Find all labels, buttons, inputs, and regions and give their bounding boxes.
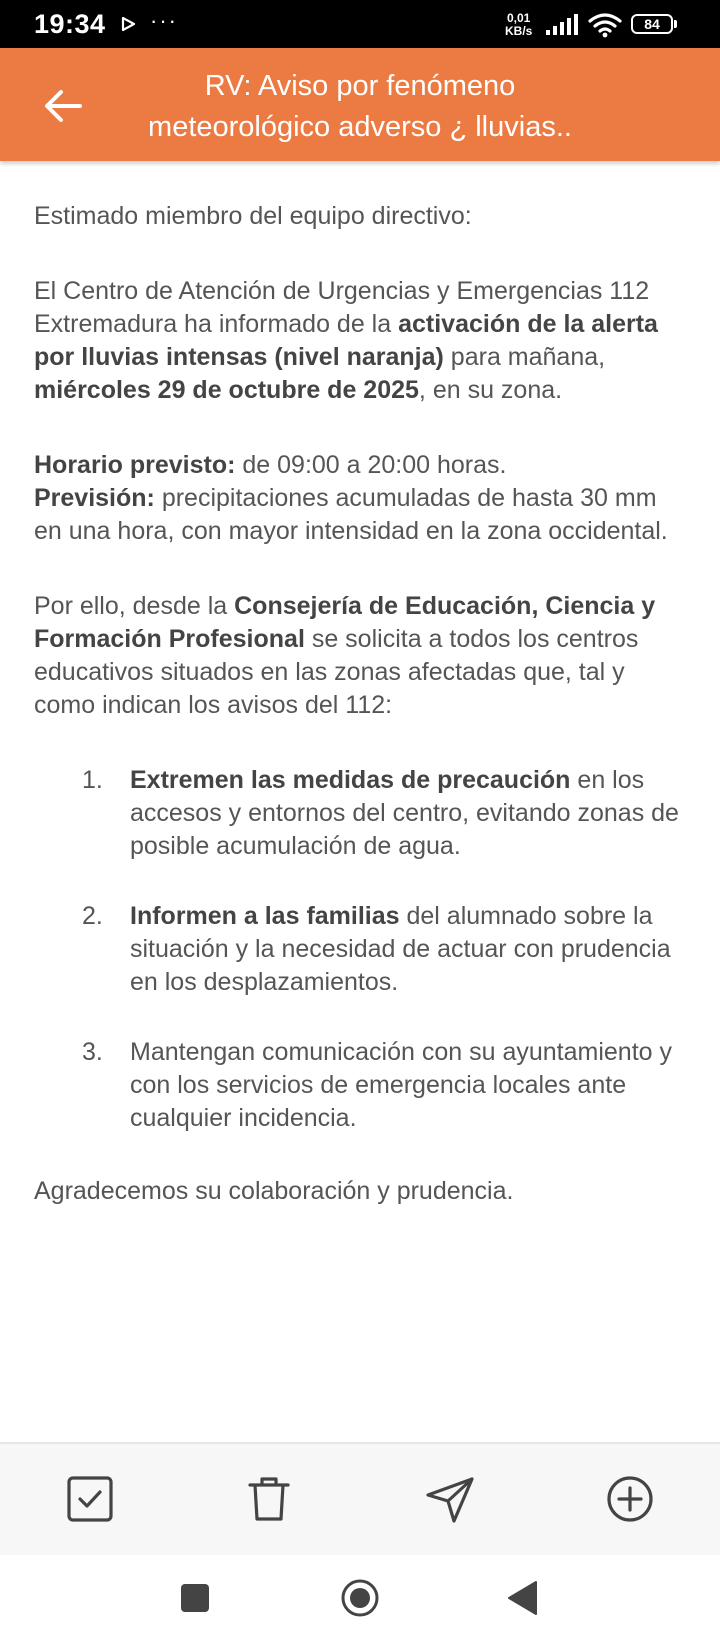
battery-icon: 84 xyxy=(631,14,673,34)
system-nav-bar xyxy=(0,1555,720,1650)
speed-unit: KB/s xyxy=(505,24,533,38)
intro-paragraph xyxy=(34,275,690,407)
home-button[interactable] xyxy=(340,1578,380,1618)
play-icon xyxy=(120,16,136,32)
app-header xyxy=(0,48,720,161)
forecast-label: Previsión: xyxy=(34,484,155,512)
request-ministry-bold: Consejería de Educación, Ciencia y Formación Profesional xyxy=(34,592,656,653)
list-item-text: en los accesos y entornos del centro, evitando zonas de posible acumulación de agua. xyxy=(130,766,679,860)
list-number: 1. xyxy=(82,766,103,794)
list-item-bold: Informen a las familias xyxy=(130,902,400,930)
message-subject: RV: Aviso por fenómeno meteorológico adverso ¿ lluvias.. xyxy=(148,70,572,143)
measures-list xyxy=(34,764,690,1135)
status-bar xyxy=(0,0,720,48)
closing-paragraph: Agradecemos su colaboración y prudencia. xyxy=(34,1177,514,1205)
greeting: Estimado miembro del equipo directivo: xyxy=(34,202,472,230)
signal-icon xyxy=(545,14,579,36)
forecast-value: precipitaciones acumuladas de hasta 30 mm en una hora, con mayor intensidad en la zona occidental. xyxy=(34,484,668,545)
checkbox-icon[interactable] xyxy=(64,1473,116,1525)
message-action-bar xyxy=(0,1442,720,1557)
list-item xyxy=(34,764,690,863)
list-item-bold: Extremen las medidas de precaución xyxy=(130,766,571,794)
request-text-1: Por ello, desde la xyxy=(34,592,235,620)
schedule-value: de 09:00 a 20:00 horas. xyxy=(235,451,507,479)
intro-alert-bold: activación de la alerta por lluvias intensas (nivel naranja) xyxy=(34,310,658,371)
intro-text-1: El Centro de Atención de Urgencias y Emergencias 112 Extremadura ha informado de la xyxy=(34,277,650,338)
send-icon[interactable] xyxy=(424,1473,476,1525)
list-item xyxy=(34,900,690,999)
request-text-2: se solicita a todos los centros educativos situados en las zonas afectadas que, tal y como indican los avisos del 112: xyxy=(34,625,639,719)
speed-value: 0,01 xyxy=(506,11,531,25)
intro-date-bold: miércoles 29 de octubre de 2025 xyxy=(34,376,419,404)
intro-text-2: para mañana, xyxy=(443,343,606,371)
schedule-label: Horario previsto: xyxy=(34,451,236,479)
trash-icon[interactable] xyxy=(243,1473,295,1525)
list-item xyxy=(34,1036,690,1135)
battery-tip xyxy=(674,20,677,28)
more-notifications-icon: ··· xyxy=(150,8,178,33)
system-back-button[interactable] xyxy=(506,1580,538,1616)
list-item-text: Mantengan comunicación con su ayuntamiento y con los servicios de emergencia locales ante cualquier incidencia. xyxy=(130,1038,672,1132)
wifi-icon xyxy=(588,12,622,38)
add-circle-icon[interactable] xyxy=(604,1473,656,1525)
list-item-text: del alumnado sobre la situación y la necesidad de actuar con prudencia en los desplazamientos. xyxy=(130,902,671,996)
network-speed xyxy=(505,12,532,38)
intro-text-3: , en su zona. xyxy=(418,376,563,404)
recents-button[interactable] xyxy=(181,1584,209,1612)
message-body xyxy=(34,200,690,1208)
status-time: 19:34 xyxy=(34,9,106,39)
list-number: 3. xyxy=(82,1038,103,1066)
back-arrow-icon[interactable] xyxy=(40,83,86,129)
list-number: 2. xyxy=(82,902,103,930)
request-paragraph xyxy=(34,590,690,722)
schedule-paragraph xyxy=(34,449,690,548)
